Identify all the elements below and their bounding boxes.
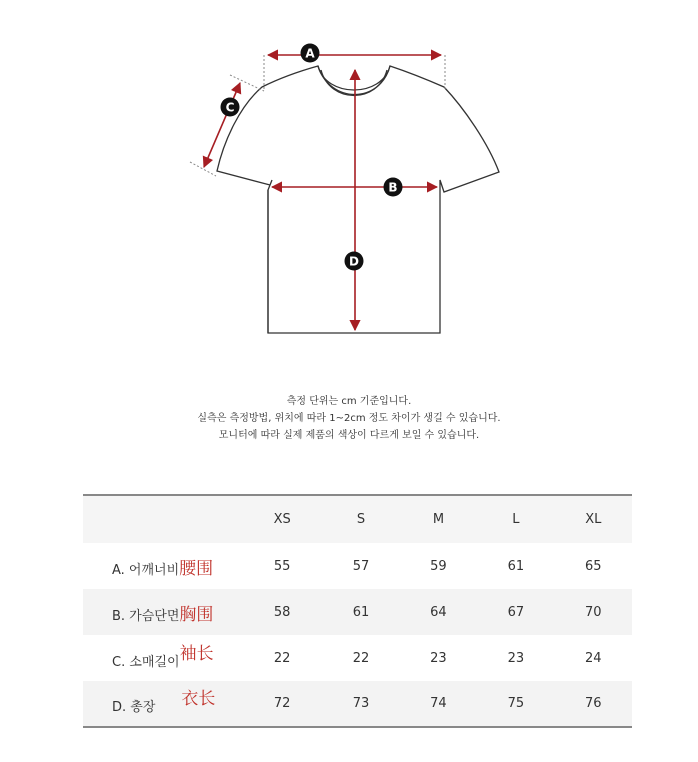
- header-m: M: [432, 512, 445, 527]
- row-label-length: [83, 681, 242, 727]
- label-b-badge: [384, 178, 403, 197]
- table-cell: 70: [585, 604, 602, 620]
- table-cell: 58: [273, 604, 291, 620]
- table-cell: 61: [352, 604, 370, 620]
- row-label-text: C. 소매길이: [112, 654, 180, 670]
- table-cell: 23: [507, 650, 525, 666]
- chinese-annotation: 腰围: [179, 558, 214, 579]
- note-line-variance: 실측은 측정방법, 위치에 따라 1~2cm 정도 차이가 생길 수 있습니다.: [197, 413, 501, 424]
- table-cell: 23: [430, 650, 447, 666]
- table-cell: 67: [507, 604, 525, 620]
- tshirt-outline: [217, 66, 499, 333]
- header-l: L: [512, 512, 520, 527]
- table-row: [83, 543, 632, 589]
- table-cell: 61: [507, 558, 525, 574]
- table-cell: 72: [273, 696, 291, 711]
- table-row: [83, 589, 632, 635]
- header-xl: XL: [585, 512, 602, 527]
- table-row: [83, 635, 632, 681]
- table-cell: 76: [585, 696, 602, 711]
- table-cell: 73: [352, 696, 370, 711]
- row-label-shoulder: [83, 543, 242, 589]
- row-label-text: B. 가슴단면: [112, 608, 180, 624]
- table-cell: 55: [273, 558, 291, 574]
- table-cell: 75: [507, 696, 525, 711]
- table-row: [83, 681, 632, 727]
- table-cell: 24: [585, 650, 602, 666]
- tshirt-diagram: [0, 0, 698, 360]
- svg-text:D: D: [349, 254, 359, 269]
- note-line-monitor: 모니터에 따라 실제 제품의 색상이 다르게 보일 수 있습니다.: [218, 430, 480, 441]
- table-cell: 22: [352, 650, 370, 666]
- row-label-text: A. 어깨너비: [112, 562, 180, 578]
- measurement-notes: [0, 393, 698, 444]
- header-blank: [83, 495, 242, 543]
- table-cell: 64: [430, 604, 447, 620]
- svg-text:A: A: [305, 46, 315, 61]
- size-chart-table: [83, 494, 632, 728]
- table-cell: 65: [585, 558, 602, 574]
- label-c-badge: [221, 98, 240, 117]
- table-cell: 22: [273, 650, 291, 666]
- note-line-unit: 측정 단위는 cm 기준입니다.: [286, 396, 412, 407]
- label-a-badge: [301, 44, 320, 63]
- chinese-annotation: 胸围: [179, 604, 214, 625]
- chinese-annotation: 袖长: [179, 643, 214, 664]
- svg-text:C: C: [225, 100, 235, 115]
- svg-text:B: B: [388, 180, 398, 195]
- table-cell: 74: [430, 696, 447, 711]
- header-xs: XS: [273, 512, 291, 527]
- table-cell: 57: [352, 558, 370, 574]
- label-d-badge: [345, 252, 364, 271]
- row-label-text: D. 총장: [112, 700, 156, 715]
- header-s: S: [356, 512, 366, 527]
- table-header-row: [83, 495, 632, 543]
- chinese-annotation: 衣长: [181, 689, 216, 709]
- row-label-sleeve: [83, 635, 242, 681]
- row-label-chest: [83, 589, 242, 635]
- table-cell: 59: [430, 558, 447, 574]
